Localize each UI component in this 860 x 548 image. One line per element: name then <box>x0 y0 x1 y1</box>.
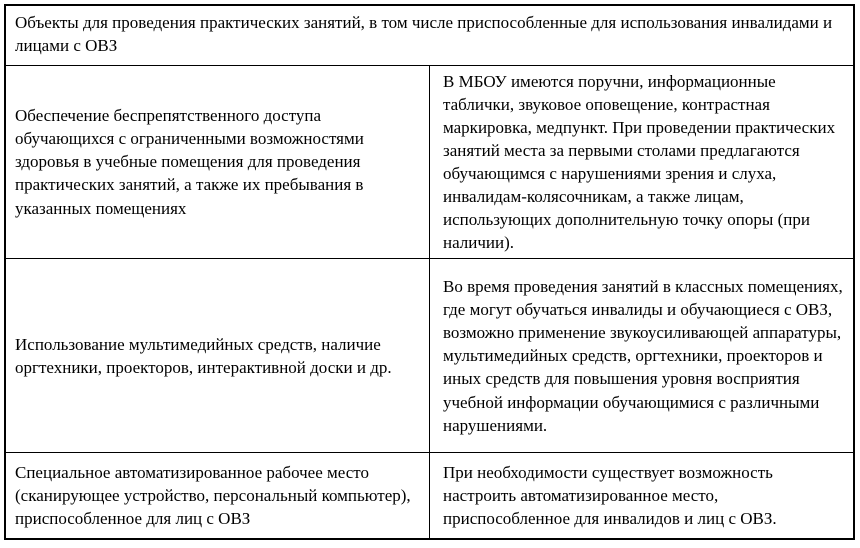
object-cell-multimedia: Использование мультимедийных средств, наличие оргтехники, проекторов, интерактивной доски и др. <box>5 259 430 453</box>
table-row <box>5 259 854 453</box>
table-header-row <box>5 5 854 65</box>
description-cell-workstation: При необходимости существует возможность настроить автоматизированное место, приспособленное для инвалидов и лиц с ОВЗ. <box>430 453 855 539</box>
description-cell-multimedia: Во время проведения занятий в классных помещениях, где могут обучаться инвалиды и обучающиеся с ОВЗ, возможно применение звукоусиливающей аппаратуры, мультимедийных средств, оргтехники, проекторов и иных средств для повышения уровня восприятия учебной информации обучающимися с различными нарушениями. <box>430 259 855 453</box>
object-cell-workstation: Специальное автоматизированное рабочее место (сканирующее устройство, персональный компьютер), приспособленное для лиц с ОВЗ <box>5 453 430 539</box>
table-title: Объекты для проведения практических занятий, в том числе приспособленные для использования инвалидами и лицами с ОВЗ <box>5 5 854 65</box>
object-cell-access: Обеспечение беспрепятственного доступа обучающихся с ограниченными возможностями здоровья в учебные помещения для проведения практических занятий, а также их пребывания в указанных помещениях <box>5 65 430 259</box>
table-row <box>5 453 854 539</box>
description-cell-access: В МБОУ имеются поручни, информационные таблички, звуковое оповещение, контрастная маркировка, медпункт. При проведении практических занятий места за первыми столами предлагаются обучающимся с нарушениями зрения и слуха, инвалидам-колясочникам, а также лицам, использующих дополнительную точку опоры (при наличии). <box>430 65 855 259</box>
table-row <box>5 65 854 259</box>
accessibility-objects-table <box>4 4 855 540</box>
